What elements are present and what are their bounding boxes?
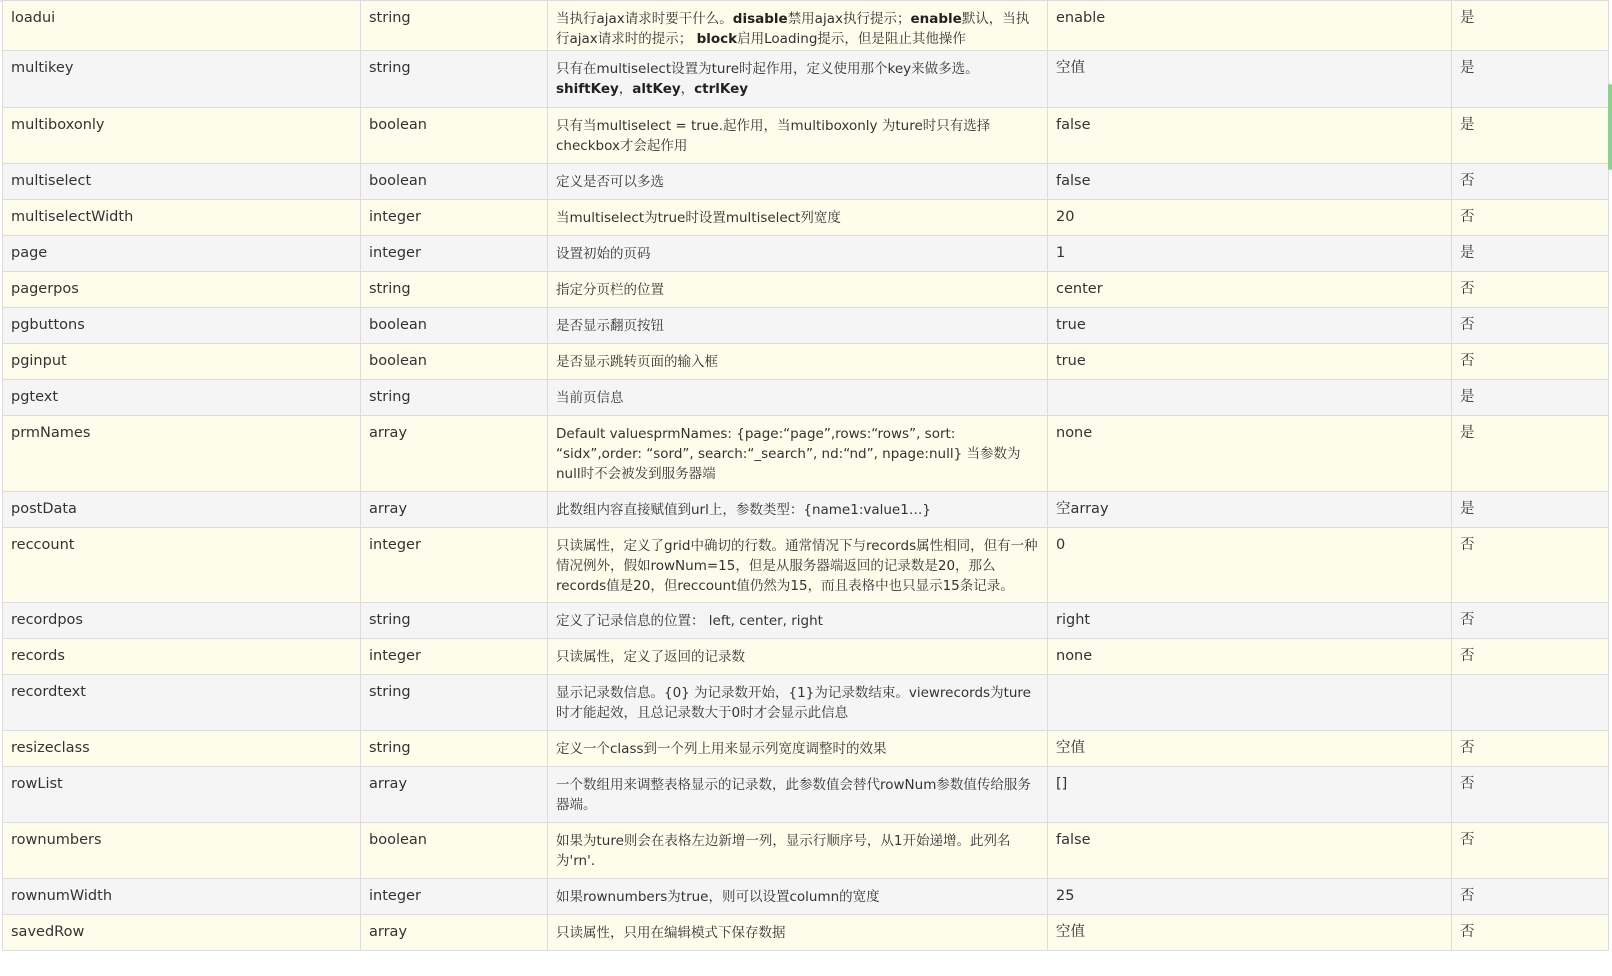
- param-type-cell: boolean: [361, 308, 548, 344]
- param-desc-cell: 是否显示翻页按钮: [548, 308, 1048, 344]
- param-default-cell: false: [1048, 164, 1452, 200]
- param-default-cell: enable: [1048, 1, 1452, 51]
- param-type-cell: string: [361, 603, 548, 639]
- param-desc-cell: 定义了记录信息的位置： left, center, right: [548, 603, 1048, 639]
- param-type-cell: array: [361, 416, 548, 492]
- table-row: [3, 380, 1609, 416]
- param-name-cell: loadui: [3, 1, 361, 51]
- table-row: [3, 675, 1609, 731]
- param-required-cell: 否: [1452, 200, 1609, 236]
- param-required-cell: 否: [1452, 879, 1609, 915]
- param-desc-cell: 定义一个class到一个列上用来显示列宽度调整时的效果: [548, 731, 1048, 767]
- param-name-cell: pgbuttons: [3, 308, 361, 344]
- param-name-cell: postData: [3, 492, 361, 528]
- param-desc-cell: 定义是否可以多选: [548, 164, 1048, 200]
- param-default-cell: none: [1048, 639, 1452, 675]
- param-desc-cell: 一个数组用来调整表格显示的记录数，此参数值会替代rowNum参数值传给服务器端。: [548, 767, 1048, 823]
- param-type-cell: integer: [361, 639, 548, 675]
- param-name-cell: page: [3, 236, 361, 272]
- param-required-cell: 否: [1452, 528, 1609, 603]
- param-required-cell: 否: [1452, 308, 1609, 344]
- param-default-cell: 空值: [1048, 915, 1452, 951]
- param-required-cell: 否: [1452, 915, 1609, 951]
- param-desc-cell: 如果rownumbers为true，则可以设置column的宽度: [548, 879, 1048, 915]
- param-desc-cell: 当执行ajax请求时要干什么。disable禁用ajax执行提示；enable默认，当执行ajax请求时的提示； block启用Loading提示，但是阻止其他操作: [548, 1, 1048, 51]
- param-default-cell: right: [1048, 603, 1452, 639]
- param-desc-cell: 只读属性，定义了grid中确切的行数。通常情况下与records属性相同，但有一种情况例外，假如rowNum=15，但是从服务器端返回的记录数是20，那么records值是20，但reccount值仍然为15，而且表格中也只显示15条记录。: [548, 528, 1048, 603]
- param-desc-cell: 当前页信息: [548, 380, 1048, 416]
- param-required-cell: 是: [1452, 380, 1609, 416]
- param-default-cell: true: [1048, 308, 1452, 344]
- param-name-cell: reccount: [3, 528, 361, 603]
- table-row: [3, 164, 1609, 200]
- param-default-cell: false: [1048, 108, 1452, 164]
- param-default-cell: 空值: [1048, 51, 1452, 108]
- param-default-cell: 空array: [1048, 492, 1452, 528]
- param-type-cell: string: [361, 731, 548, 767]
- parameter-table-body: [3, 1, 1609, 951]
- param-name-cell: pgtext: [3, 380, 361, 416]
- param-required-cell: 否: [1452, 272, 1609, 308]
- param-type-cell: integer: [361, 200, 548, 236]
- param-type-cell: array: [361, 915, 548, 951]
- param-desc-cell: 如果为ture则会在表格左边新增一列，显示行顺序号，从1开始递增。此列名为'rn'.: [548, 823, 1048, 879]
- param-name-cell: multikey: [3, 51, 361, 108]
- param-required-cell: 否: [1452, 603, 1609, 639]
- param-name-cell: recordpos: [3, 603, 361, 639]
- param-default-cell: [1048, 380, 1452, 416]
- table-row: [3, 915, 1609, 951]
- param-desc-cell: 只有在multiselect设置为ture时起作用，定义使用那个key来做多选。shiftKey，altKey，ctrlKey: [548, 51, 1048, 108]
- param-type-cell: array: [361, 492, 548, 528]
- table-row: [3, 308, 1609, 344]
- param-desc-cell: 只有当multiselect = true.起作用，当multiboxonly 为ture时只有选择checkbox才会起作用: [548, 108, 1048, 164]
- param-required-cell: 否: [1452, 731, 1609, 767]
- param-name-cell: pginput: [3, 344, 361, 380]
- param-name-cell: multiboxonly: [3, 108, 361, 164]
- param-default-cell: center: [1048, 272, 1452, 308]
- param-type-cell: integer: [361, 879, 548, 915]
- table-row: [3, 200, 1609, 236]
- param-default-cell: []: [1048, 767, 1452, 823]
- param-required-cell: 是: [1452, 492, 1609, 528]
- table-row: [3, 1, 1609, 51]
- table-row: [3, 823, 1609, 879]
- param-required-cell: 是: [1452, 51, 1609, 108]
- table-row: [3, 416, 1609, 492]
- param-required-cell: 否: [1452, 767, 1609, 823]
- table-row: [3, 492, 1609, 528]
- param-name-cell: rownumbers: [3, 823, 361, 879]
- param-desc-cell: Default valuesprmNames: {page:“page”,rows:“rows”, sort: “sidx”,order: “sord”, search:“_search”, nd:“nd”, npage:null} 当参数为null时不会被发到服务器端: [548, 416, 1048, 492]
- param-required-cell: [1452, 675, 1609, 731]
- param-default-cell: true: [1048, 344, 1452, 380]
- table-row: [3, 236, 1609, 272]
- param-type-cell: string: [361, 51, 548, 108]
- param-default-cell: 1: [1048, 236, 1452, 272]
- parameter-table: [2, 0, 1609, 951]
- param-type-cell: integer: [361, 236, 548, 272]
- param-default-cell: 20: [1048, 200, 1452, 236]
- param-default-cell: 25: [1048, 879, 1452, 915]
- param-default-cell: [1048, 675, 1452, 731]
- param-default-cell: false: [1048, 823, 1452, 879]
- param-desc-cell: 只读属性，只用在编辑模式下保存数据: [548, 915, 1048, 951]
- param-desc-cell: 是否显示跳转页面的输入框: [548, 344, 1048, 380]
- param-name-cell: rowList: [3, 767, 361, 823]
- param-required-cell: 是: [1452, 416, 1609, 492]
- table-row: [3, 879, 1609, 915]
- param-name-cell: savedRow: [3, 915, 361, 951]
- param-desc-cell: 指定分页栏的位置: [548, 272, 1048, 308]
- param-type-cell: integer: [361, 528, 548, 603]
- scroll-indicator[interactable]: [1608, 84, 1612, 170]
- param-name-cell: prmNames: [3, 416, 361, 492]
- param-type-cell: boolean: [361, 164, 548, 200]
- param-desc-cell: 显示记录数信息。{0} 为记录数开始，{1}为记录数结束。viewrecords为ture时才能起效，且总记录数大于0时才会显示此信息: [548, 675, 1048, 731]
- param-type-cell: array: [361, 767, 548, 823]
- param-name-cell: rownumWidth: [3, 879, 361, 915]
- param-default-cell: 空值: [1048, 731, 1452, 767]
- table-row: [3, 767, 1609, 823]
- param-required-cell: 否: [1452, 344, 1609, 380]
- param-desc-cell: 只读属性，定义了返回的记录数: [548, 639, 1048, 675]
- param-type-cell: string: [361, 380, 548, 416]
- param-type-cell: boolean: [361, 108, 548, 164]
- param-required-cell: 是: [1452, 236, 1609, 272]
- param-type-cell: string: [361, 272, 548, 308]
- param-required-cell: 否: [1452, 164, 1609, 200]
- param-name-cell: pagerpos: [3, 272, 361, 308]
- table-row: [3, 108, 1609, 164]
- param-required-cell: 是: [1452, 108, 1609, 164]
- table-row: [3, 639, 1609, 675]
- param-desc-cell: 此数组内容直接赋值到url上，参数类型：{name1:value1…}: [548, 492, 1048, 528]
- param-type-cell: string: [361, 1, 548, 51]
- param-desc-cell: 设置初始的页码: [548, 236, 1048, 272]
- table-row: [3, 344, 1609, 380]
- table-row: [3, 51, 1609, 108]
- param-type-cell: string: [361, 675, 548, 731]
- param-name-cell: resizeclass: [3, 731, 361, 767]
- table-row: [3, 603, 1609, 639]
- param-name-cell: multiselect: [3, 164, 361, 200]
- param-default-cell: none: [1048, 416, 1452, 492]
- param-required-cell: 否: [1452, 823, 1609, 879]
- param-name-cell: multiselectWidth: [3, 200, 361, 236]
- param-name-cell: recordtext: [3, 675, 361, 731]
- table-row: [3, 528, 1609, 603]
- table-row: [3, 272, 1609, 308]
- param-default-cell: 0: [1048, 528, 1452, 603]
- param-type-cell: boolean: [361, 823, 548, 879]
- table-row: [3, 731, 1609, 767]
- param-type-cell: boolean: [361, 344, 548, 380]
- param-name-cell: records: [3, 639, 361, 675]
- param-required-cell: 是: [1452, 1, 1609, 51]
- param-desc-cell: 当multiselect为true时设置multiselect列宽度: [548, 200, 1048, 236]
- param-required-cell: 否: [1452, 639, 1609, 675]
